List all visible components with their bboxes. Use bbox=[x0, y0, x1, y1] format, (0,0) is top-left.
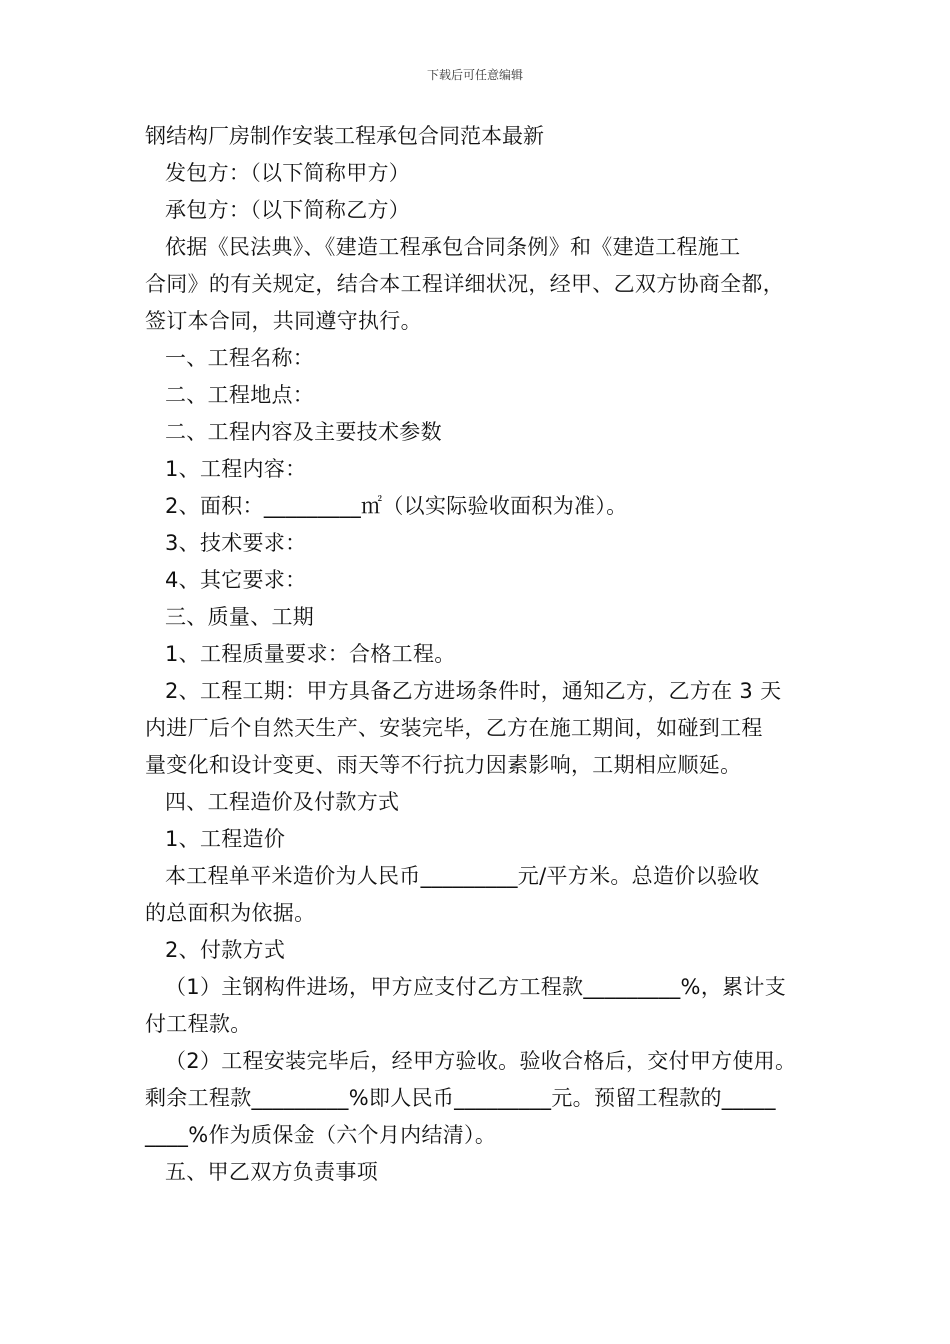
document-line: 的总面积为依据。 bbox=[145, 901, 316, 925]
document-line: 依据《民法典》、《建造工程承包合同条例》和《建造工程施工 bbox=[165, 235, 741, 259]
document-body bbox=[145, 118, 835, 1191]
document-line: ____%作为质保金（六个月内结清）。 bbox=[145, 1123, 497, 1147]
document-line: 剩余工程款_________%即人民币_________元。预留工程款的_____ bbox=[145, 1086, 776, 1110]
document-line: （1）主钢构件进场，甲方应支付乙方工程款_________%，累计支 bbox=[165, 975, 787, 999]
document-line: 2、面积：_________㎡（以实际验收面积为准）。 bbox=[165, 494, 628, 518]
document-line: （2）工程安装完毕后，经甲方验收。验收合格后，交付甲方使用。 bbox=[165, 1049, 797, 1073]
document-title: 钢结构厂房制作安装工程承包合同范本最新 bbox=[145, 124, 544, 148]
document-line: 二、工程地点： bbox=[165, 383, 315, 407]
document-line: 本工程单平米造价为人民币_________元/平方米。总造价以验收 bbox=[165, 864, 760, 888]
document-line: 2、付款方式 bbox=[165, 938, 286, 962]
document-line: 发包方：（以下简称甲方） bbox=[165, 161, 411, 185]
document-line: 三、质量、工期 bbox=[165, 605, 315, 629]
document-line: 1、工程造价 bbox=[165, 827, 286, 851]
document-line: 五、甲乙双方负责事项 bbox=[165, 1160, 378, 1184]
document-line: 签订本合同，共同遵守执行。 bbox=[145, 309, 422, 333]
document-line: 合同》的有关规定，结合本工程详细状况，经甲、乙双方协商全都， bbox=[145, 272, 784, 296]
document-line: 一、工程名称： bbox=[165, 346, 315, 370]
document-lines bbox=[145, 155, 835, 1191]
document-line: 4、其它要求： bbox=[165, 568, 307, 592]
document-line: 承包方：（以下简称乙方） bbox=[165, 198, 411, 222]
page-header: 下载后可任意编辑 bbox=[426, 68, 523, 82]
document-line: 1、工程内容： bbox=[165, 457, 307, 481]
document-line: 付工程款。 bbox=[145, 1012, 252, 1036]
document-line: 1、工程质量要求：合格工程。 bbox=[165, 642, 456, 666]
document-line: 四、工程造价及付款方式 bbox=[165, 790, 400, 814]
document-line: 内进厂后个自然天生产、安装完毕，乙方在施工期间，如碰到工程 bbox=[145, 716, 763, 740]
document-line: 3、技术要求： bbox=[165, 531, 307, 555]
document-line: 2、工程工期：甲方具备乙方进场条件时，通知乙方，乙方在 3 天 bbox=[165, 679, 782, 703]
document-line: 二、工程内容及主要技术参数 bbox=[165, 420, 442, 444]
document-line: 量变化和设计变更、雨天等不行抗力因素影响，工期相应顺延。 bbox=[145, 753, 742, 777]
